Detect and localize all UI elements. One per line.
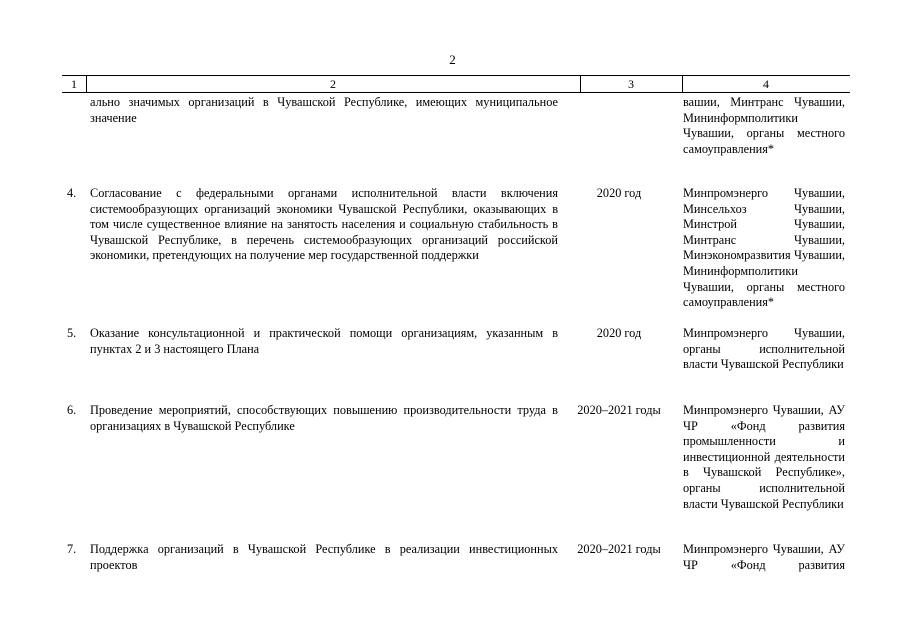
row-responsible: Минпромэнерго Чувашии, органы исполнительной власти Чувашской Республики — [683, 326, 845, 372]
column-header-3: 3 — [628, 77, 634, 91]
row-date: 2020–2021 годы — [577, 403, 661, 417]
row-number: 7. — [67, 542, 77, 556]
row-responsible: Минпромэнерго Чувашии, Минсельхоз Чувашии, Минстрой Чувашии, Минтранс Чувашии, Минэкономразвития Чувашии, Мининформполитики Чувашии, органы местного самоуправления* — [683, 186, 845, 310]
row-date: 2020–2021 годы — [577, 542, 661, 556]
row-date: 2020 год — [596, 186, 642, 200]
row-number: 4. — [67, 186, 77, 200]
column-header-1: 1 — [71, 77, 77, 91]
row-text: Оказание консультационной и практической помощи организациям, указанным в пунктах 2 и 3 настоящего Плана — [90, 326, 558, 356]
continuation-text: ально значимых организаций в Чувашской Республике, имеющих муниципальное значение — [90, 95, 558, 125]
row-number: 5. — [67, 326, 77, 340]
column-header-4: 4 — [763, 77, 769, 91]
row-text: Поддержка организаций в Чувашской Республике в реализации инвестиционных проектов — [90, 542, 558, 572]
column-header-2: 2 — [330, 77, 336, 91]
row-text: Проведение мероприятий, способствующих повышению производительности труда в организациях в Чувашской Республике — [90, 403, 558, 433]
continuation-responsible: вашии, Минтранс Чувашии, Мининформполитики Чувашии, органы местного самоуправления* — [683, 95, 845, 156]
row-number: 6. — [67, 403, 77, 417]
row-date: 2020 год — [596, 326, 642, 340]
page-number: 2 — [449, 52, 456, 67]
row-text: Согласование с федеральными органами исполнительной власти включения системообразующих организаций экономики Чувашской Республики, оказывающих в том числе существенное влияние на занятость населения и социальную стабильность в Чувашской Республике, в перечень системообразующих организаций российской экономики, претендующих на получение мер государственной поддержки — [90, 186, 558, 263]
row-responsible: Минпромэнерго Чувашии, АУ ЧР «Фонд развития — [683, 542, 845, 572]
row-responsible: Минпромэнерго Чувашии, АУ ЧР «Фонд развития промышленности и инвестиционной деятельности в Чувашской Республике», органы исполнительной власти Чувашской Республики — [683, 403, 845, 511]
table-header — [62, 75, 850, 93]
